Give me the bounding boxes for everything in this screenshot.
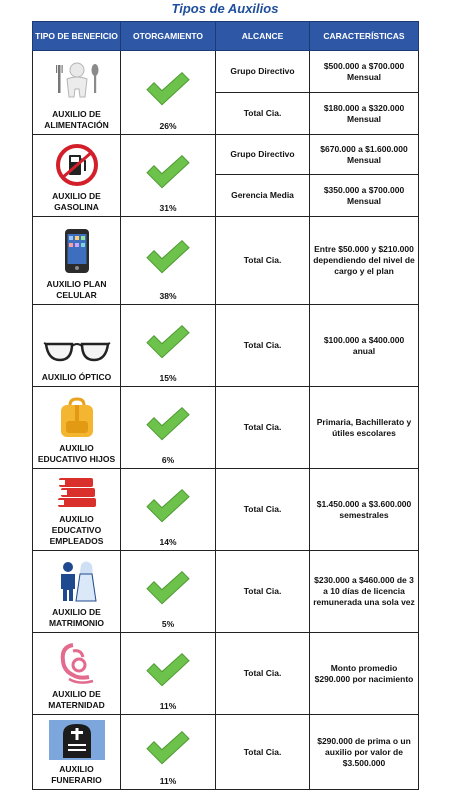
alcance-cell: Total Cia. [216, 305, 310, 387]
checkmark-icon [144, 569, 192, 605]
checkmark-icon [144, 323, 192, 359]
alcance-cell: Total Cia. [216, 551, 310, 633]
caracteristicas-cell: Primaria, Bachillerato y útiles escolares [310, 387, 419, 469]
mobile-phone-icon [57, 227, 97, 275]
caracteristicas-cell: $500.000 a $700.000 Mensual [310, 51, 419, 93]
otorgamiento-value: 11% [159, 701, 177, 711]
beneficio-cell [33, 217, 121, 305]
beneficio-cell [33, 551, 121, 633]
header-caracteristicas: CARACTERÍSTICAS [310, 22, 419, 51]
beneficio-label: AUXILIO FUNERARIO [51, 764, 102, 785]
checkmark-icon [144, 405, 192, 441]
header-otorgamiento: OTORGAMIENTO [121, 22, 216, 51]
alcance-cell: Grupo Directivo [216, 51, 310, 93]
table-row [33, 135, 419, 175]
beneficio-cell [33, 387, 121, 469]
caracteristicas-cell: $230.000 a $460.000 de 3 a 10 días de licencia remunerada una sola vez [310, 551, 419, 633]
beneficio-label: AUXILIO ÓPTICO [41, 372, 112, 382]
checkmark-icon [144, 651, 192, 687]
otorgamiento-value: 38% [159, 291, 177, 301]
caracteristicas-cell: $290.000 de prima o un auxilio por valor de $3.500.000 [310, 715, 419, 790]
table-row [33, 715, 419, 790]
otorgamiento-cell [121, 387, 216, 469]
table-header-row [33, 22, 419, 51]
beneficio-cell [33, 51, 121, 135]
otorgamiento-cell [121, 135, 216, 217]
beneficio-label: AUXILIO DE MATERNIDAD [48, 689, 105, 710]
table-row [33, 217, 419, 305]
otorgamiento-value: 5% [161, 619, 175, 629]
otorgamiento-cell [121, 51, 216, 135]
otorgamiento-cell [121, 715, 216, 790]
otorgamiento-value: 6% [161, 455, 175, 465]
beneficio-cell [33, 715, 121, 790]
alcance-cell: Total Cia. [216, 715, 310, 790]
otorgamiento-cell [121, 217, 216, 305]
checkmark-icon [144, 730, 192, 766]
page-title: Tipos de Auxilios [171, 1, 279, 16]
caracteristicas-cell: $100.000 a $400.000 anual [310, 305, 419, 387]
alcance-cell: Total Cia. [216, 469, 310, 551]
checkmark-icon [144, 153, 192, 189]
otorgamiento-cell [121, 305, 216, 387]
gas-pump-sign-icon [52, 143, 102, 187]
otorgamiento-value: 26% [159, 121, 177, 131]
checkmark-icon [144, 70, 192, 106]
beneficio-cell [33, 633, 121, 715]
otorgamiento-value: 14% [159, 537, 177, 547]
table-row [33, 387, 419, 469]
header-tipo-beneficio: TIPO DE BENEFICIO [33, 22, 121, 51]
table-row [33, 51, 419, 93]
beneficio-cell [33, 135, 121, 217]
school-bag-icon [55, 397, 99, 439]
alcance-cell: Grupo Directivo [216, 135, 310, 175]
tombstone-cross-icon [49, 720, 105, 760]
header-alcance: ALCANCE [216, 22, 310, 51]
wedding-couple-icon [54, 559, 100, 603]
dining-figure-icon [49, 61, 105, 105]
caracteristicas-cell: Entre $50.000 y $210.000 dependiendo del nivel de cargo y el plan [310, 217, 419, 305]
alcance-cell: Total Cia. [216, 387, 310, 469]
books-stack-icon [54, 474, 100, 510]
beneficio-label: AUXILIO EDUCATIVO HIJOS [37, 443, 116, 464]
table-row [33, 551, 419, 633]
caracteristicas-cell: Monto promedio $290.000 por nacimiento [310, 633, 419, 715]
mother-baby-icon [55, 641, 99, 685]
otorgamiento-value: 11% [159, 776, 177, 786]
beneficio-label: AUXILIO EDUCATIVO EMPLEADOS [49, 514, 104, 546]
beneficio-label: AUXILIO DE ALIMENTACIÓN [44, 109, 109, 130]
eyeglasses-icon [42, 334, 112, 368]
caracteristicas-cell: $180.000 a $320.000 Mensual [310, 93, 419, 135]
checkmark-icon [144, 238, 192, 274]
benefits-table [32, 21, 419, 790]
otorgamiento-value: 31% [159, 203, 177, 213]
otorgamiento-cell [121, 551, 216, 633]
beneficio-cell [33, 305, 121, 387]
caracteristicas-cell: $350.000 a $700.000 Mensual [310, 175, 419, 217]
beneficio-label: AUXILIO PLAN CELULAR [46, 279, 107, 300]
caracteristicas-cell: $1.450.000 a $3.600.000 semestrales [310, 469, 419, 551]
otorgamiento-cell [121, 469, 216, 551]
beneficio-label: AUXILIO DE GASOLINA [52, 191, 101, 212]
otorgamiento-cell [121, 633, 216, 715]
table-row [33, 305, 419, 387]
alcance-cell: Gerencia Media [216, 175, 310, 217]
checkmark-icon [144, 487, 192, 523]
beneficio-cell [33, 469, 121, 551]
beneficio-label: AUXILIO DE MATRIMONIO [48, 607, 105, 628]
table-row [33, 469, 419, 551]
otorgamiento-value: 15% [159, 373, 177, 383]
table-row [33, 633, 419, 715]
alcance-cell: Total Cia. [216, 633, 310, 715]
caracteristicas-cell: $670.000 a $1.600.000 Mensual [310, 135, 419, 175]
alcance-cell: Total Cia. [216, 217, 310, 305]
alcance-cell: Total Cia. [216, 93, 310, 135]
